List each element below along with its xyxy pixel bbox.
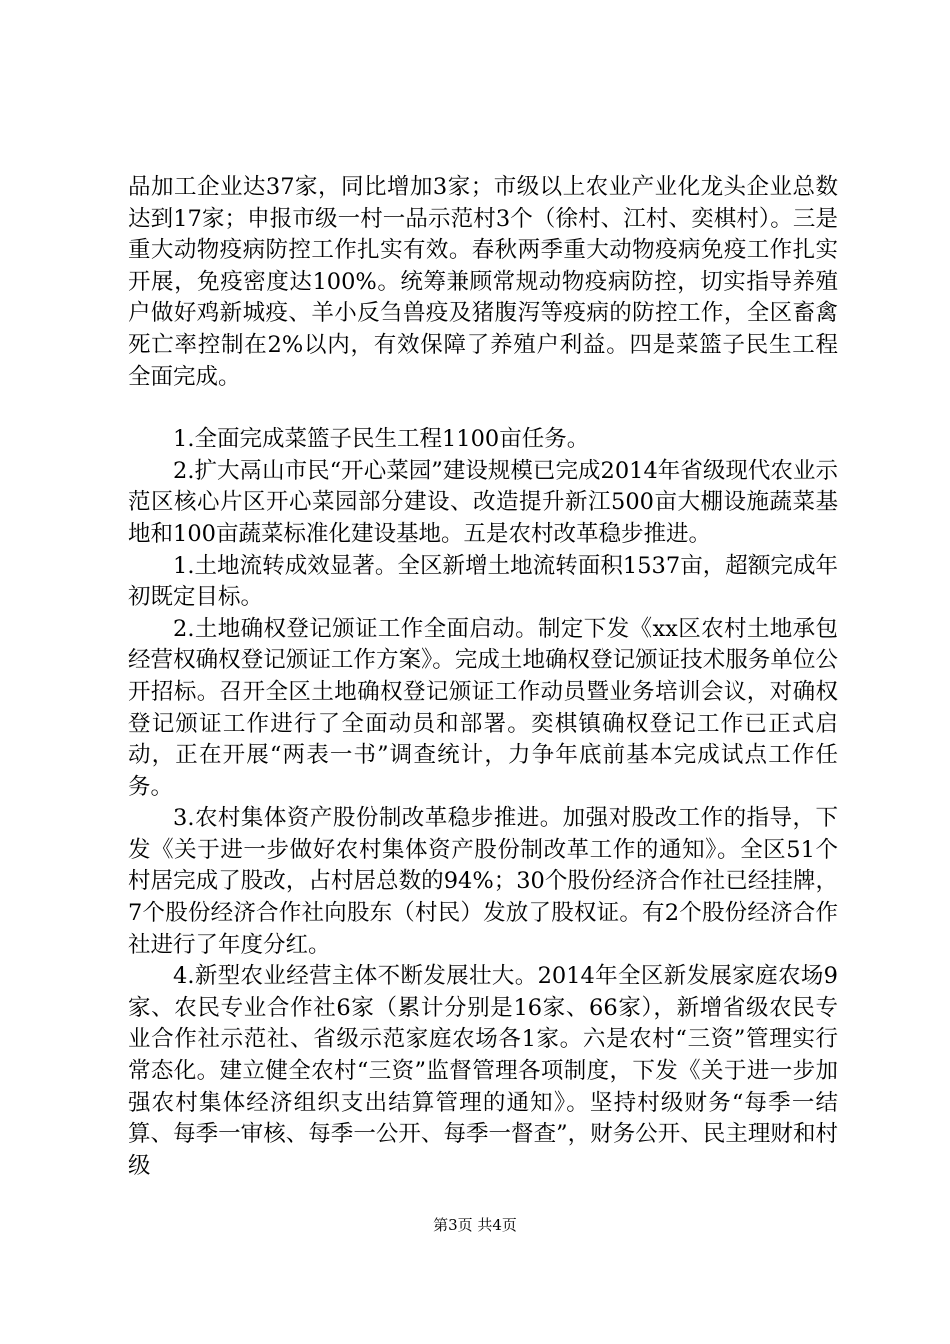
document-body (128, 172, 838, 1182)
paragraph-continuation: 品加工企业达37家，同比增加3家；市级以上农业产业化龙头企业总数达到17家；申报市级一村一品示范村3个（徐村、江村、奕棋村）。三是重大动物疫病防控工作扎实有效。春秋两季重大动物疫病免疫工作扎实开展，免疫密度达100%。统筹兼顾常规动物疫病防控，切实指导养殖户做好鸡新城疫、羊小反刍兽疫及猪腹泻等疫病的防控工作，全区畜禽死亡率控制在2%以内，有效保障了养殖户利益。四是菜篮子民生工程全面完成。 (128, 174, 838, 390)
paragraph-item-new-entities: 4.新型农业经营主体不断发展壮大。2014年全区新发展家庭农场9家、农民专业合作社6家（累计分别是16家、66家），新增省级农民专业合作社示范社、省级示范家庭农场各1家。六是农村“三资”管理实行常态化。建立健全农村“三资”监督管理各项制度，下发《关于进一步加强农村集体经济组织支出结算管理的通知》。坚持村级财务“每季一结算、每季一审核、每季一公开、每季一督查”，财务公开、民主理财和村级 (128, 963, 838, 1179)
paragraph-item-2: 2.扩大鬲山市民“开心菜园”建设规模已完成2014年省级现代农业示范区核心片区开心菜园部分建设、改造提升新江500亩大棚设施蔬菜基地和100亩蔬菜标准化建设基地。五是农村改革稳步推进。 (128, 457, 838, 547)
paragraph-item-land-transfer: 1.土地流转成效显著。全区新增土地流转面积1537亩，超额完成年初既定目标。 (128, 552, 838, 611)
paragraph-item-1: 1.全面完成菜篮子民生工程1100亩任务。 (173, 426, 590, 453)
page-number-footer: 第3页 共4页 (433, 1216, 517, 1234)
paragraph-item-land-rights: 2.土地确权登记颁证工作全面启动。制定下发《xx区农村土地承包经营权确权登记颁证工作方案》。完成土地确权登记颁证技术服务单位公开招标。召开全区土地确权登记颁证工作动员暨业务培训会议，对确权登记颁证工作进行了全面动员和部署。奕棋镇确权登记工作已正式启动，正在开展“两表一书”调查统计，力争年底前基本完成试点工作任务。 (128, 615, 838, 800)
paragraph-item-shareholding-reform: 3.农村集体资产股份制改革稳步推进。加强对股改工作的指导，下发《关于进一步做好农村集体资产股份制改革工作的通知》。全区51个村居完成了股改，占村居总数的94%；30个股份经济合作社已经挂牌，7个股份经济合作社向股东（村民）发放了股权证。有2个股份经济合作社进行了年度分红。 (128, 805, 838, 958)
